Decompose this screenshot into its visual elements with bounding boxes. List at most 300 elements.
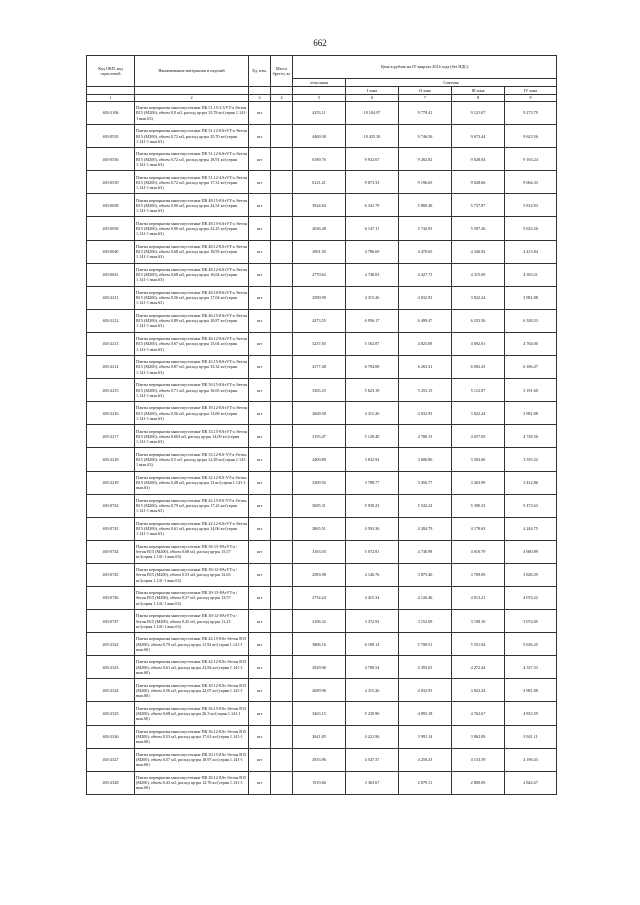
row-name: Плиты перекрытия многопустотные ПК 39.15-8AтVT-а /бетон B15 (M200), объем 0,71 м3, расход ар-ры 16,65 кг/(серия 1.141-1 вып.63) (135, 379, 249, 402)
row-name: Плиты перекрытия многопустотные ПК 39.12-8AтVT-а /бетон B15 (M200), объем 0,56 м3, расход ар-ры 13,69 кг/(серия 1.141-1 вып.63) (135, 402, 249, 425)
table-row (87, 125, 557, 148)
table-row (87, 217, 557, 240)
row-code: 403-0535 (87, 125, 135, 148)
row-mass (271, 448, 293, 471)
row-zone1-price: 4 315.26 (346, 402, 399, 425)
row-release-price: 2865.51 (293, 517, 346, 540)
row-code: 403-2324 (87, 679, 135, 702)
row-zone1-price: 4 786.69 (346, 240, 399, 263)
row-zone3-price: 9 121.07 (452, 102, 505, 125)
row-zone2-price: 4 284.79 (399, 517, 452, 540)
row-zone4-price: 4 337.33 (505, 656, 557, 679)
row-mass (271, 517, 293, 540)
row-release-price: 2929.06 (293, 656, 346, 679)
row-zone1-price: 6 794.08 (346, 356, 399, 379)
row-release-price: 2901.50 (293, 240, 346, 263)
row-zone1-price: 4 547.37 (346, 748, 399, 771)
row-name: Плиты перекрытия многопустотные ПК 30.12-8Ат /бетон B15 (M200), объем 0,43 м3, расход ар-ры 12,76 кг/(серия 1.141-1 вып.60) (135, 771, 249, 794)
row-code: 403-0040 (87, 240, 135, 263)
row-mass (271, 656, 293, 679)
row-zone4-price: 5 636.25 (505, 633, 557, 656)
row-name: Плиты перекрытия многопустотные ПК 51.12-6AтVT-а /бетон B15 (M200), объем 0,72 м3, расход ар-ры 18,91 кг/(серия 1.141-1 вып.63) (135, 148, 249, 171)
row-release-price: 2933.96 (293, 748, 346, 771)
row-unit: шт (249, 194, 271, 217)
row-unit: шт (249, 217, 271, 240)
table-row (87, 679, 557, 702)
row-mass (271, 217, 293, 240)
row-zone2-price: 4 427.73 (399, 263, 452, 286)
row-mass (271, 240, 293, 263)
row-release-price: 3365.23 (293, 379, 346, 402)
row-name: Плиты перекрытия многопустотные ПК 42.15-8A-VT-а /бетон B15 (M200), объем 0,79 м3, расход ар-ры 17,23 кг/(серия 1.141-1 вып.63) (135, 494, 249, 517)
row-zone3-price: 4 657.05 (452, 425, 505, 448)
row-zone2-price: 5 253.15 (399, 379, 452, 402)
row-zone4-price: 3 981.88 (505, 286, 557, 309)
row-name: Плиты перекрытия многопустотные ПК 32.12-8A-VT-а /бетон B15 (M200), объем 0,48 м3, расход ар-ры 12 кг/(серия 1.141-1 вып.63) (135, 471, 249, 494)
row-release-price: 4469.30 (293, 125, 346, 148)
row-mass (271, 425, 293, 448)
row-unit: шт (249, 563, 271, 586)
row-name: Плиты перекрытия многопустотные ПК 48.12-8AтVT-а /бетон B15 (M200), объем 0,68 м3, расход ар-ры 18,95 кг/(серия 1.141-1 вып.63) (135, 240, 249, 263)
col-number: 8 (452, 95, 505, 102)
row-release-price: 2770.62 (293, 263, 346, 286)
row-zone4-price: 4 393.21 (505, 263, 557, 286)
row-mass (271, 702, 293, 725)
row-unit: шт (249, 356, 271, 379)
row-name: Плиты перекрытия многопустотные ПК 42.15-8Ат /бетон B15 (M200), объем 0,79 м3, расход ар-ры 11,92 кг/(серия 1.141-1 вып.60) (135, 633, 249, 656)
col-number: 7 (399, 95, 452, 102)
table-row (87, 448, 557, 471)
row-zone4-price: 5 814.93 (505, 194, 557, 217)
table-row (87, 171, 557, 194)
table-row (87, 586, 557, 609)
row-zone2-price: 4 470.65 (399, 240, 452, 263)
row-mass (271, 494, 293, 517)
header-code: Код ОКП, код отраслевой (87, 56, 135, 87)
row-name: Плиты перекрытия многопустотные ПК 48.10-8AтVT-а /бетон B15 (M200), объем 0,56 м3, расход ар-ры 17,04 кг/(серия 1.141-1 вып.63) (135, 286, 249, 309)
row-release-price: 3193.47 (293, 425, 346, 448)
row-release-price: 3263.15 (293, 702, 346, 725)
row-zone1-price: 3 372.92 (346, 610, 399, 633)
col-number: 4 (271, 95, 293, 102)
row-zone2-price: 3 152.09 (399, 610, 452, 633)
col-number: 5 (293, 95, 346, 102)
table-row (87, 656, 557, 679)
row-name: Плиты перекрытия многопустотные ПК 36-15-8AтVT-а /бетон B15 (M200), объем 0,68 м3, расход ар-ры 15,57 кг/(серия 1.141-1 вып.63) (135, 540, 249, 563)
row-zone1-price: 4 146.76 (346, 563, 399, 586)
row-unit: шт (249, 240, 271, 263)
row-zone4-price: 4 833.59 (505, 702, 557, 725)
row-zone4-price: 9 273.79 (505, 102, 557, 125)
table-row (87, 725, 557, 748)
row-zone3-price: 3 503.60 (452, 448, 505, 471)
row-name: Плиты перекрытия многопустотные ПК 30-12-8AтVT-а /бетон B15 (M200), объем 0,45 м3, расход ар-ры 11,23 кг/(серия 1.141-1 вып.63) (135, 610, 249, 633)
row-zone2-price: 9 282.82 (399, 148, 452, 171)
row-zone3-price: 9 028.66 (452, 171, 505, 194)
row-name: Плиты перекрытия многопустотные ПК 43.15-8AтVT-а /бетон B15 (M200), объем 0,87 м3, расход ар-ры 33,32 кг/(серия 1.141-1 вып.63) (135, 356, 249, 379)
table-row (87, 633, 557, 656)
row-mass (271, 402, 293, 425)
row-code: 403-0747 (87, 610, 135, 633)
col-number: 6 (346, 95, 399, 102)
row-mass (271, 771, 293, 794)
row-zone4-price: 3 981.88 (505, 679, 557, 702)
row-code: 403-2219 (87, 471, 135, 494)
row-release-price: 2589.99 (293, 286, 346, 309)
row-zone3-price: 3 922.24 (452, 286, 505, 309)
row-release-price: 2689.96 (293, 679, 346, 702)
row-zone2-price: 5 542.24 (399, 494, 452, 517)
row-zone3-price: 3 363.99 (452, 471, 505, 494)
row-mass (271, 194, 293, 217)
row-code: 403-2323 (87, 656, 135, 679)
row-zone3-price: 4 346.92 (452, 240, 505, 263)
row-code: 403-2106 (87, 102, 135, 125)
row-zone1-price: 4 315.26 (346, 679, 399, 702)
row-release-price: 2036.48 (293, 217, 346, 240)
header-zone-1: I зона (346, 87, 399, 95)
row-zone2-price: 3 875.46 (399, 563, 452, 586)
row-name: Плиты перекрытия многопустотные ПК 51.15-3.5/VT-а /бетон B15 (M200), объем 0,9 м3, расход ар-ры 15,78 кг/(серия 1.141-1 вып.63) (135, 102, 249, 125)
row-name: Плиты перекрытия многопустотные ПК 39.12-8Ат /бетон B15 (M200), объем 0,56 м3, расход ар-ры 22,07 кг/(серия 1.141-1 вып.60) (135, 679, 249, 702)
row-zone4-price: 9 163.24 (505, 148, 557, 171)
row-zone3-price: 6 092.43 (452, 356, 505, 379)
row-zone4-price: 5 632.26 (505, 217, 557, 240)
row-zone3-price: 4 610.79 (452, 540, 505, 563)
column-numbers-row (87, 95, 557, 102)
row-zone4-price: 6 186.47 (505, 356, 557, 379)
row-code: 403-2327 (87, 748, 135, 771)
row-release-price: 4177.48 (293, 356, 346, 379)
header-zone-2: II зона (399, 87, 452, 95)
row-code: 403-2325 (87, 702, 135, 725)
row-unit: шт (249, 379, 271, 402)
row-zone3-price: 9 673.44 (452, 125, 505, 148)
row-zone4-price: 5 191.60 (505, 379, 557, 402)
row-zone3-price: 5 597.26 (452, 217, 505, 240)
row-zone3-price: 3 922.24 (452, 402, 505, 425)
row-zone3-price: 5 551.84 (452, 633, 505, 656)
row-zone2-price: 4 032.93 (399, 679, 452, 702)
row-unit: шт (249, 771, 271, 794)
row-unit: шт (249, 748, 271, 771)
row-zone3-price: 4 762.67 (452, 702, 505, 725)
row-name: Плиты перекрытия многопустотные ПК 33.12-8A-VT-а /бетон B15 (M200), объем 0,5 м3, расход ар-ры 12,38 кг/(серия 1.141-1 вып.63) (135, 448, 249, 471)
row-zone2-price: 3 456.77 (399, 471, 452, 494)
row-zone2-price: 9 196.65 (399, 171, 452, 194)
row-zone1-price: 10 104.97 (346, 102, 399, 125)
row-release-price: 2641.85 (293, 725, 346, 748)
table-row (87, 494, 557, 517)
table-row (87, 702, 557, 725)
row-zone4-price: 4 074.22 (505, 586, 557, 609)
row-zone1-price: 3 363.67 (346, 771, 399, 794)
row-zone4-price: 4 764.00 (505, 332, 557, 355)
row-unit: шт (249, 286, 271, 309)
row-zone3-price: 5 112.87 (452, 379, 505, 402)
row-unit: шт (249, 656, 271, 679)
row-zone1-price: 5 930.23 (346, 494, 399, 517)
row-zone3-price: 5 390.33 (452, 494, 505, 517)
row-zone4-price: 5 472.63 (505, 494, 557, 517)
header-zone-3: III зона (452, 87, 505, 95)
row-name: Плиты перекрытия многопустотные ПК 48.15-8AтVT-а /бетон B15 (M200), объем 0,90 м3, расход ар-ры 24,54 кг/(серия 1.141-1 вып.63) (135, 194, 249, 217)
row-name: Плиты перекрытия многопустотные ПК 51.12-8AтVT-а /бетон B15 (M200), объем 0,72 м3, расход ар-ры 25,70 кг/(серия 1.141-1 вып.63) (135, 125, 249, 148)
table-row (87, 471, 557, 494)
table-row (87, 194, 557, 217)
row-zone4-price: 4 680.89 (505, 540, 557, 563)
row-unit: шт (249, 171, 271, 194)
table-row (87, 771, 557, 794)
row-unit: шт (249, 125, 271, 148)
row-unit: шт (249, 471, 271, 494)
row-code: 403-0743 (87, 517, 135, 540)
row-unit: шт (249, 309, 271, 332)
row-unit: шт (249, 448, 271, 471)
row-zone1-price: 4 748.03 (346, 263, 399, 286)
row-zone2-price: 3 991.14 (399, 725, 452, 748)
table-row (87, 309, 557, 332)
header-mass: Масса брутто, кг (271, 56, 293, 87)
row-mass (271, 356, 293, 379)
row-zone4-price: 3 412.86 (505, 471, 557, 494)
header-unit: Ед. изм. (249, 56, 271, 87)
row-code: 403-0742 (87, 494, 135, 517)
table-row (87, 102, 557, 125)
row-mass (271, 102, 293, 125)
row-zone3-price: 4 133.59 (452, 748, 505, 771)
row-name: Плиты перекрытия многопустотные ПК 42.12-8Ат /бетон B15 (M200), объем 0,61 м3, расход ар-ры 23,84 кг/(серия 1.141-1 вып.60) (135, 656, 249, 679)
row-zone1-price: 9 873.33 (346, 171, 399, 194)
table-row (87, 517, 557, 540)
row-zone1-price: 4 415.34 (346, 586, 399, 609)
row-zone3-price: 4 272.44 (452, 656, 505, 679)
row-code: 403-2211 (87, 286, 135, 309)
row-release-price: 3163.03 (293, 540, 346, 563)
row-zone4-price: 3 981.88 (505, 402, 557, 425)
row-code: 403-0038 (87, 194, 135, 217)
row-release-price: 2309.92 (293, 471, 346, 494)
row-code: 403-2322 (87, 633, 135, 656)
header-price: Цена в рублях на IV квартал 2014 года (без НДС) (293, 56, 557, 79)
row-zone3-price: 4 692.61 (452, 332, 505, 355)
table-row (87, 379, 557, 402)
row-zone3-price: 4 178.63 (452, 517, 505, 540)
row-unit: шт (249, 402, 271, 425)
row-name: Плиты перекрытия многопустотные ПК 46.15-8AтVT-а /бетон B15 (M200), объем 0,89 м3, расход ар-ры 18,87 кг/(серия 1.141-1 вып.63) (135, 309, 249, 332)
row-zone1-price: 5 239.90 (346, 702, 399, 725)
row-zone2-price: 5 744.93 (399, 217, 452, 240)
row-zone2-price: 3 600.86 (399, 448, 452, 471)
table-row (87, 402, 557, 425)
row-release-price: 3237.83 (293, 332, 346, 355)
row-code: 403-2217 (87, 425, 135, 448)
table-row (87, 263, 557, 286)
table-row (87, 425, 557, 448)
row-zone1-price: 10 425.30 (346, 125, 399, 148)
row-mass (271, 379, 293, 402)
row-zone4-price: 9 623.56 (505, 125, 557, 148)
row-name: Плиты перекрытия многопустотные ПК 48.12-6AтVT-а /бетон B15 (M200), объем 0,68 м3, расход ар-ры 16,64 кг/(серия 1.141-1 вып.63) (135, 263, 249, 286)
row-unit: шт (249, 725, 271, 748)
row-zone1-price: 3 708.77 (346, 471, 399, 494)
row-mass (271, 610, 293, 633)
row-name: Плиты перекрытия многопустотные ПК 46.12-8AтVT-а /бетон B15 (M200), объем 0,67 м3, расход ар-ры 15,04 кг/(серия 1.141-1 вып.63) (135, 332, 249, 355)
row-unit: шт (249, 702, 271, 725)
page-number: 662 (313, 38, 327, 48)
row-zone4-price: 9 064.33 (505, 171, 557, 194)
table-row (87, 563, 557, 586)
row-code: 403-2326 (87, 725, 135, 748)
row-name: Плиты перекрытия многопустотные ПК 48.15-6AтVT-а /бетон B15 (M200), объем 0,90 м3, расход ар-ры 22,25 кг/(серия 1.141-1 вып.63) (135, 217, 249, 240)
col-number: 1 (87, 95, 135, 102)
row-unit: шт (249, 610, 271, 633)
row-zone2-price: 4 032.93 (399, 286, 452, 309)
price-table (86, 55, 557, 795)
table-row (87, 332, 557, 355)
row-release-price: 4253.11 (293, 102, 346, 125)
row-release-price: 2400.89 (293, 448, 346, 471)
row-zone1-price: 4 315.26 (346, 286, 399, 309)
row-unit: шт (249, 633, 271, 656)
row-zone4-price: 4 244.75 (505, 517, 557, 540)
row-name: Плиты перекрытия многопустотные ПК 30-15-8AтVT-а /бетон B15 (M200), объем 0,57 м3, расход ар-ры 13,57 кг/(серия 1.141-1 вып.63) (135, 586, 249, 609)
row-zone4-price: 4 413.84 (505, 240, 557, 263)
row-release-price: 2669.58 (293, 402, 346, 425)
row-mass (271, 171, 293, 194)
row-zone3-price: 4 013.21 (452, 586, 505, 609)
row-mass (271, 633, 293, 656)
row-zone4-price: 3 074.85 (505, 610, 557, 633)
row-mass (271, 586, 293, 609)
table-row (87, 148, 557, 171)
row-zone1-price: 6 108.14 (346, 633, 399, 656)
row-release-price: 6189.76 (293, 148, 346, 171)
row-code: 403-2214 (87, 356, 135, 379)
row-unit: шт (249, 540, 271, 563)
row-zone3-price: 4 315.69 (452, 263, 505, 286)
row-zone1-price: 5 128.40 (346, 425, 399, 448)
row-zone2-price: 6 263.31 (399, 356, 452, 379)
row-zone3-price: 9 028.04 (452, 148, 505, 171)
row-code: 403-0746 (87, 586, 135, 609)
row-zone3-price: 5 737.87 (452, 194, 505, 217)
row-zone2-price: 4 780.13 (399, 425, 452, 448)
row-zone2-price: 4 393.03 (399, 656, 452, 679)
row-zone2-price: 9 746.56 (399, 125, 452, 148)
row-zone4-price: 6 328.33 (505, 309, 557, 332)
row-release-price: 6121.21 (293, 171, 346, 194)
col-number: 2 (135, 95, 249, 102)
row-mass (271, 125, 293, 148)
row-zone2-price: 5 708.51 (399, 633, 452, 656)
row-zone1-price: 3 832.94 (346, 448, 399, 471)
row-zone1-price: 6 956.17 (346, 309, 399, 332)
row-zone3-price: 2 800.09 (452, 771, 505, 794)
row-unit: шт (249, 679, 271, 702)
row-zone2-price: 4 825.08 (399, 332, 452, 355)
row-zone1-price: 6 147.11 (346, 217, 399, 240)
row-code: 403-2213 (87, 332, 135, 355)
row-release-price: 2754.24 (293, 586, 346, 609)
row-mass (271, 309, 293, 332)
row-mass (271, 748, 293, 771)
row-unit: шт (249, 517, 271, 540)
row-mass (271, 263, 293, 286)
row-zone1-price: 5 162.87 (346, 332, 399, 355)
row-code: 403-0041 (87, 263, 135, 286)
row-unit: шт (249, 148, 271, 171)
row-code: 403-0536 (87, 148, 135, 171)
row-mass (271, 679, 293, 702)
row-mass (271, 725, 293, 748)
row-zone4-price: 3 555.22 (505, 448, 557, 471)
row-mass (271, 540, 293, 563)
row-unit: шт (249, 102, 271, 125)
row-zone4-price: 2 842.67 (505, 771, 557, 794)
table-row (87, 610, 557, 633)
row-zone1-price: 4 593.36 (346, 517, 399, 540)
row-mass (271, 332, 293, 355)
row-code: 403-0744 (87, 540, 135, 563)
row-zone2-price: 2 879.11 (399, 771, 452, 794)
row-zone1-price: 5 072.81 (346, 540, 399, 563)
row-zone4-price: 4 196.43 (505, 748, 557, 771)
header-release: отпускная (293, 79, 346, 87)
row-zone3-price: 3 198.10 (452, 610, 505, 633)
row-zone2-price: 4 032.93 (399, 402, 452, 425)
row-zone3-price: 3 769.09 (452, 563, 505, 586)
row-release-price: 2106.32 (293, 610, 346, 633)
header-zone-4: IV зона (505, 87, 557, 95)
row-code: 403-2212 (87, 309, 135, 332)
row-zone1-price: 5 623.19 (346, 379, 399, 402)
row-name: Плиты перекрытия многопустотные ПК 36.12-8Ат /бетон B15 (M200), объем 0,53 м3, расход ар-ры 17,61 кг/(серия 1.141-1 вып.60) (135, 725, 249, 748)
row-zone2-price: 9 778.41 (399, 102, 452, 125)
row-mass (271, 286, 293, 309)
row-code: 403-0539 (87, 171, 135, 194)
row-release-price: 3695.31 (293, 494, 346, 517)
row-zone2-price: 4 740.98 (399, 540, 452, 563)
row-name: Плиты перекрытия многопустотные ПК 42.12-6AтVT-а /бетон B15 (M200), объем 0,61 м3, расход ар-ры 14,06 кг/(серия 1.141-1 вып.63) (135, 517, 249, 540)
row-name: Плиты перекрытия многопустотные ПК 33.15-8AтVT-а /бетон B15 (M200), объем 0,663 м3, расход ар-ры 14,09 кг/(серия 1.141-1 вып.63) (135, 425, 249, 448)
header-name: Наименование материалов и изделий (135, 56, 249, 87)
row-name: Плиты перекрытия многопустотные ПК 36.15-8Ат /бетон B15 (M200), объем 0,68 м3, расход ар-ры 20,3 кг/(серия 1.141-1 вып.60) (135, 702, 249, 725)
row-unit: шт (249, 586, 271, 609)
row-unit: шт (249, 425, 271, 448)
row-code: 403-0745 (87, 563, 135, 586)
header-estimate: Сметная (346, 79, 557, 87)
row-zone1-price: 9 932.67 (346, 148, 399, 171)
row-unit: шт (249, 332, 271, 355)
row-zone4-price: 4 728.56 (505, 425, 557, 448)
row-zone1-price: 4 700.54 (346, 656, 399, 679)
table-row (87, 540, 557, 563)
row-name: Плиты перекрытия многопустотные ПК 30.15-8Ат /бетон B15 (M200), объем 0,57 м3, расход ар-ры 18,97 кг/(серия 1.141-1 вып.60) (135, 748, 249, 771)
row-name: Плиты перекрытия многопустотные ПК 51.12-4AтVT-а /бетон B15 (M200), объем 0,72 м3, расход ар-ры 17,31 кг/(серия 1.141-1 вып.63) (135, 171, 249, 194)
row-unit: шт (249, 494, 271, 517)
row-zone3-price: 6 233.56 (452, 309, 505, 332)
row-mass (271, 471, 293, 494)
row-unit: шт (249, 263, 271, 286)
row-release-price: 3924.84 (293, 194, 346, 217)
row-code: 403-2215 (87, 379, 135, 402)
row-zone4-price: 3 941.11 (505, 725, 557, 748)
row-code: 403-2216 (87, 402, 135, 425)
table-row (87, 356, 557, 379)
row-code: 403-0039 (87, 217, 135, 240)
row-release-price: 2583.98 (293, 563, 346, 586)
